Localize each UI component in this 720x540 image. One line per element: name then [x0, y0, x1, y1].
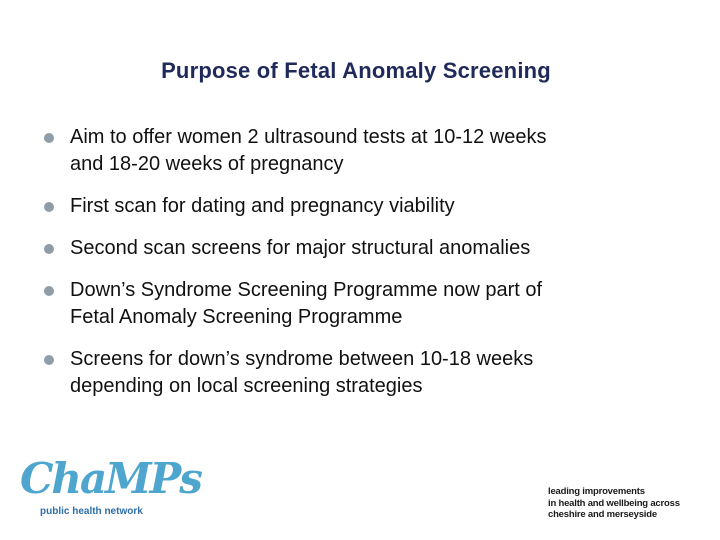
- bullet-item: [40, 346, 680, 400]
- tagline-line: leading improvements: [548, 486, 645, 497]
- bullet-text-line: Down’s Syndrome Screening Programme now part of: [70, 279, 543, 301]
- bullet-item: [40, 277, 680, 331]
- bullet-text-line: First scan for dating and pregnancy viability: [70, 195, 455, 217]
- champs-logo-subtitle: public health network: [40, 506, 143, 517]
- bullet-dot-icon: [44, 133, 54, 143]
- bullet-item: [40, 235, 680, 262]
- bullet-text-line: Aim to offer women 2 ultrasound tests at 10-12 weeks: [70, 126, 547, 148]
- bullet-dot-icon: [44, 202, 54, 212]
- bullet-dot-icon: [44, 355, 54, 365]
- champs-logo: [20, 454, 201, 522]
- bullet-dot-icon: [44, 244, 54, 254]
- bullet-list: [40, 124, 680, 415]
- bullet-text-line: Second scan screens for major structural anomalies: [70, 237, 531, 259]
- tagline-line: in health and wellbeing across: [548, 497, 680, 509]
- tagline-line: cheshire and merseyside: [548, 509, 657, 520]
- bullet-text-line: and 18-20 weeks of pregnancy: [70, 153, 344, 175]
- bullet-text-line: depending on local screening strategies: [70, 375, 423, 397]
- bullet-item: [40, 193, 680, 220]
- tagline: [548, 486, 708, 521]
- slide-title: Purpose of Fetal Anomaly Screening: [161, 58, 551, 83]
- bullet-text-line: Fetal Anomaly Screening Programme: [70, 306, 403, 328]
- bullet-text-line: Screens for down’s syndrome between 10-18 weeks: [70, 348, 534, 370]
- champs-logo-mark: ChaMPs: [20, 454, 201, 503]
- bullet-dot-icon: [44, 286, 54, 296]
- bullet-item: [40, 124, 680, 178]
